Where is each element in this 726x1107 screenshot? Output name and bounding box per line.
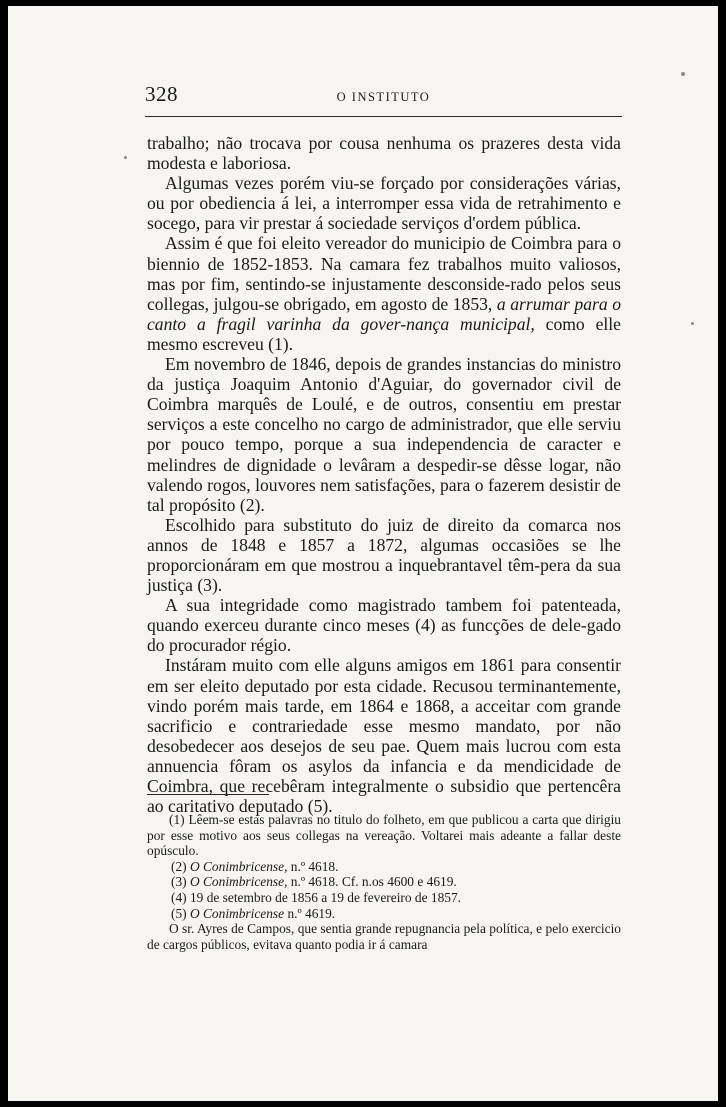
- footnote: [147, 906, 621, 922]
- footnote-title: O Conimbricense,: [189, 874, 288, 890]
- footnote-number: (5): [171, 905, 187, 921]
- scan-speck: [691, 322, 694, 325]
- page-number: 328: [145, 82, 178, 106]
- paragraph: Escolhido para substituto do juiz de direito da comarca nos annos de 1848 e 1857 a 1872, algumas occasiões se lhe proporcionáram em que mostrou a inquebrantavel têm-pera da sua justiça (3).: [147, 514, 621, 596]
- footnote-title: O Conimbricense: [189, 905, 285, 921]
- scan-speck: [681, 72, 685, 76]
- footnote-rule: [147, 794, 269, 795]
- paragraph: Em novembro de 1846, depois de grandes instancias do ministro da justiça Joaquim Antonio d'Aguiar, do governador civil de Coimbra marquês de Loulé, e de outros, consentiu em prestar serviços a este concelho no cargo de administrador, que elle serviu por pouco tempo, porque a sua independencia de caracter e melindres de dignidade o levâram a despedir-se dêsse logar, não valendo rogos, louvores nem satisfações, para o fazerem desistir de tal propósito (2).: [147, 354, 621, 515]
- footnote-number: (3): [171, 874, 187, 890]
- footnote: [147, 859, 621, 875]
- main-text: [147, 133, 621, 816]
- footnote: (4) 19 de setembro de 1856 a 19 de fevereiro de 1857.: [171, 889, 462, 905]
- footnote-text: n.º 4618. Cf. n.os 4600 e 4619.: [290, 874, 457, 890]
- paragraph-text: Assim é que foi eleito vereador do municipio de Coimbra para o biennio de 1852-1853. Na camara fez trabalhos muito valiosos, mas por fim, sentindo-se injustamente desconside-rado pelos seus collegas, julgou-se obrigado, em agosto de 1853,: [147, 233, 621, 314]
- footnote-text: n.º 4619.: [287, 905, 336, 921]
- book-page: [8, 6, 718, 1101]
- scan-speck: [124, 156, 127, 159]
- page-header: [145, 82, 622, 110]
- paragraph: trabalho; não trocava por cousa nenhuma os prazeres desta vida modesta e laboriosa.: [147, 133, 621, 174]
- quoted-phrase: a arrumar para o canto a fragil varinha da gover-nança municipal,: [147, 293, 621, 334]
- footnote-number: (2): [171, 858, 187, 874]
- paragraph: A sua integridade como magistrado tambem foi patenteada, quando exerceu durante cinco meses (4) as funcções de dele-gado do procurador régio.: [147, 595, 621, 656]
- footnote: O sr. Ayres de Campos, que sentia grande repugnancia pela política, e pelo exercicio de cargos públicos, evitava quanto podia ir á camara: [147, 921, 621, 952]
- footnote: [147, 874, 621, 890]
- footnote-text: n.º 4618.: [290, 858, 339, 874]
- footnotes: [147, 812, 621, 952]
- paragraph-text: como elle mesmo escreveu (1).: [147, 313, 621, 354]
- running-title: O INSTITUTO: [336, 90, 431, 104]
- paragraph: Algumas vezes porém viu-se forçado por considerações várias, ou por obediencia á lei, a interromper essa vida de retrahimento e socego, para vir prestar á sociedade serviços d'ordem pública.: [147, 173, 621, 234]
- paragraph: Instáram muito com elle alguns amigos em 1861 para consentir em ser eleito deputado por esta cidade. Recusou terminantemente, vindo porém mais tarde, em 1864 e 1868, a acceitar com grande sacrificio e contrariedade esse mesmo mandato, por não desobedecer aos desejos de seu pae. Quem mais lucrou com esta annuencia fôram os asylos da infancia e da mendicidade de Coimbra, que recebêram integralmente o subsidio que pertencêra ao caritativo deputado (5).: [147, 655, 621, 817]
- footnote: (1) Lêem-se estas palavras no titulo do folheto, em que publicou a carta que dirigiu por esse motivo aos seus collegas na vereação. Voltarei mais adeante a fallar deste opúsculo.: [147, 812, 621, 859]
- paragraph: [147, 233, 621, 354]
- footnote-title: O Conimbricense,: [189, 858, 288, 874]
- header-rule: [145, 116, 622, 117]
